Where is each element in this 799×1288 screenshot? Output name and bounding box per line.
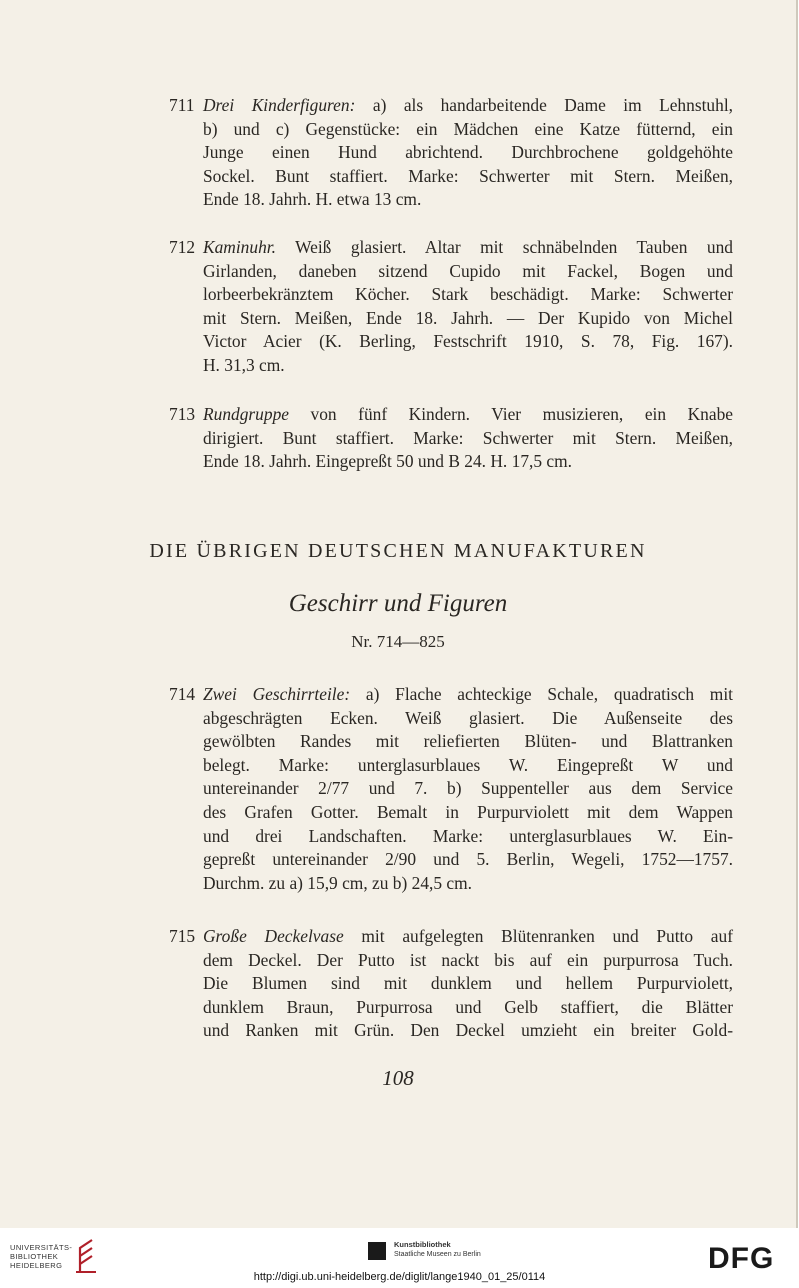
page-number: 108	[382, 1066, 414, 1090]
entry-line: dirigiert. Bunt staffiert. Marke: Schwerter mit Stern. Meißen,	[203, 427, 733, 448]
entry-line: abgeschrägten Ecken. Weiß glasiert. Die Außenseite des	[203, 707, 733, 728]
entry-line: Victor Acier (K. Berling, Festschrift 1910, S. 78, Fig. 167).	[203, 331, 733, 352]
entry-line: Junge einen Hund abrichtend. Durchbrochene goldgehöhte	[203, 142, 733, 163]
section-subheading: Geschirr und Figuren	[288, 590, 508, 617]
entry-line: H. 31,3 cm.	[203, 354, 285, 375]
entry-number: 714	[169, 684, 196, 704]
catalog-entry-715	[169, 925, 733, 1043]
entry-line: gewölbten Randes mit reliefierten Blüten- und Blattranken	[203, 731, 733, 752]
entry-line: b) und c) Gegenstücke: ein Mädchen eine Katze fütternd, ein	[203, 118, 733, 139]
entry-title: Zwei Geschirrteile:	[203, 684, 351, 704]
entry-line: Sockel. Bunt staffiert. Marke: Schwerter mit Stern. Meißen,	[203, 165, 733, 186]
catalog-entry-713	[169, 403, 733, 474]
entry-title: Rundgruppe	[203, 404, 289, 424]
viewer-footer	[0, 1228, 799, 1288]
entry-line: Ende 18. Jahrh. Eingepreßt 50 und B 24. H. 17,5 cm.	[203, 451, 573, 472]
university-library-name: UNIVERSITÄTS- BIBLIOTHEK HEIDELBERG	[10, 1243, 73, 1270]
entry-line: 715 Große Deckelvase mit aufgelegten Blütenranken und Putto auf	[169, 925, 733, 949]
entry-line: 714 Zwei Geschirrteile: a) Flache achteckige Schale, quadratisch mit	[169, 683, 733, 707]
entry-line: Girlanden, daneben sitzend Cupido mit Fackel, Bogen und	[203, 260, 733, 281]
entry-number: 712	[169, 237, 196, 257]
entry-line: und Ranken mit Grün. Den Deckel umzieht ein breiter Gold-	[203, 1020, 733, 1041]
entry-line: mit Stern. Meißen, Ende 18. Jahrh. — Der Kupido von Michel	[203, 307, 733, 328]
entry-line: Durchm. zu a) 15,9 cm, zu b) 24,5 cm.	[203, 872, 472, 893]
entry-line: untereinander 2/77 und 7. b) Suppenteller aus dem Service	[203, 778, 733, 799]
entry-line: Ende 18. Jahrh. H. etwa 13 cm.	[203, 189, 422, 210]
kunstbibliothek-name: Kunstbibliothek Staatliche Museen zu Berlin	[394, 1240, 481, 1258]
entry-number: 713	[169, 404, 196, 424]
entry-title: Drei Kinderfiguren:	[203, 95, 356, 115]
entry-number: 711	[169, 95, 195, 115]
entry-line: dem Deckel. Der Putto ist nackt bis auf ein purpurrosa Tuch.	[203, 949, 733, 970]
entry-line: des Grafen Gotter. Bemalt in Purpurviolett mit dem Wappen	[203, 801, 733, 822]
university-logo-icon	[72, 1238, 98, 1274]
entry-line: lorbeerbekränztem Köcher. Stark beschädigt. Marke: Schwerter	[203, 284, 733, 305]
entry-line: 713 Rundgruppe von fünf Kindern. Vier musizieren, ein Knabe	[169, 403, 733, 427]
entry-title: Kaminuhr.	[203, 237, 276, 257]
entry-line: Die Blumen sind mit dunklem und hellem Purpurviolett,	[203, 973, 733, 994]
kunstbibliothek-logo-icon	[368, 1242, 386, 1260]
section-number-range: Nr. 714—825	[351, 632, 445, 651]
entry-line: und drei Landschaften. Marke: unterglasurblaues W. Ein-	[203, 825, 733, 846]
entry-title: Große Deckelvase	[203, 926, 344, 946]
entry-line: dunklem Braun, Purpurrosa und Gelb staffiert, die Blätter	[203, 996, 733, 1017]
entry-line: belegt. Marke: unterglasurblaues W. Eingepreßt W und	[203, 754, 733, 775]
catalog-entry-712	[169, 236, 733, 378]
entry-number: 715	[169, 926, 196, 946]
catalog-entry-714	[169, 683, 733, 895]
entry-line: gepreßt untereinander 2/90 und 5. Berlin, Wegeli, 1752—1757.	[203, 849, 733, 870]
dfg-logo: DFG	[708, 1242, 775, 1275]
catalog-entry-711	[169, 94, 733, 212]
entry-line: 711 Drei Kinderfiguren: a) als handarbeitende Dame im Lehnstuhl,	[169, 94, 733, 118]
entry-line: 712 Kaminuhr. Weiß glasiert. Altar mit schnäbelnden Tauben und	[169, 236, 733, 260]
section-heading: DIE ÜBRIGEN DEUTSCHEN MANUFAKTUREN	[149, 540, 647, 562]
permalink-url[interactable]: http://digi.ub.uni-heidelberg.de/diglit/lange1940_01_25/0114	[253, 1271, 546, 1283]
